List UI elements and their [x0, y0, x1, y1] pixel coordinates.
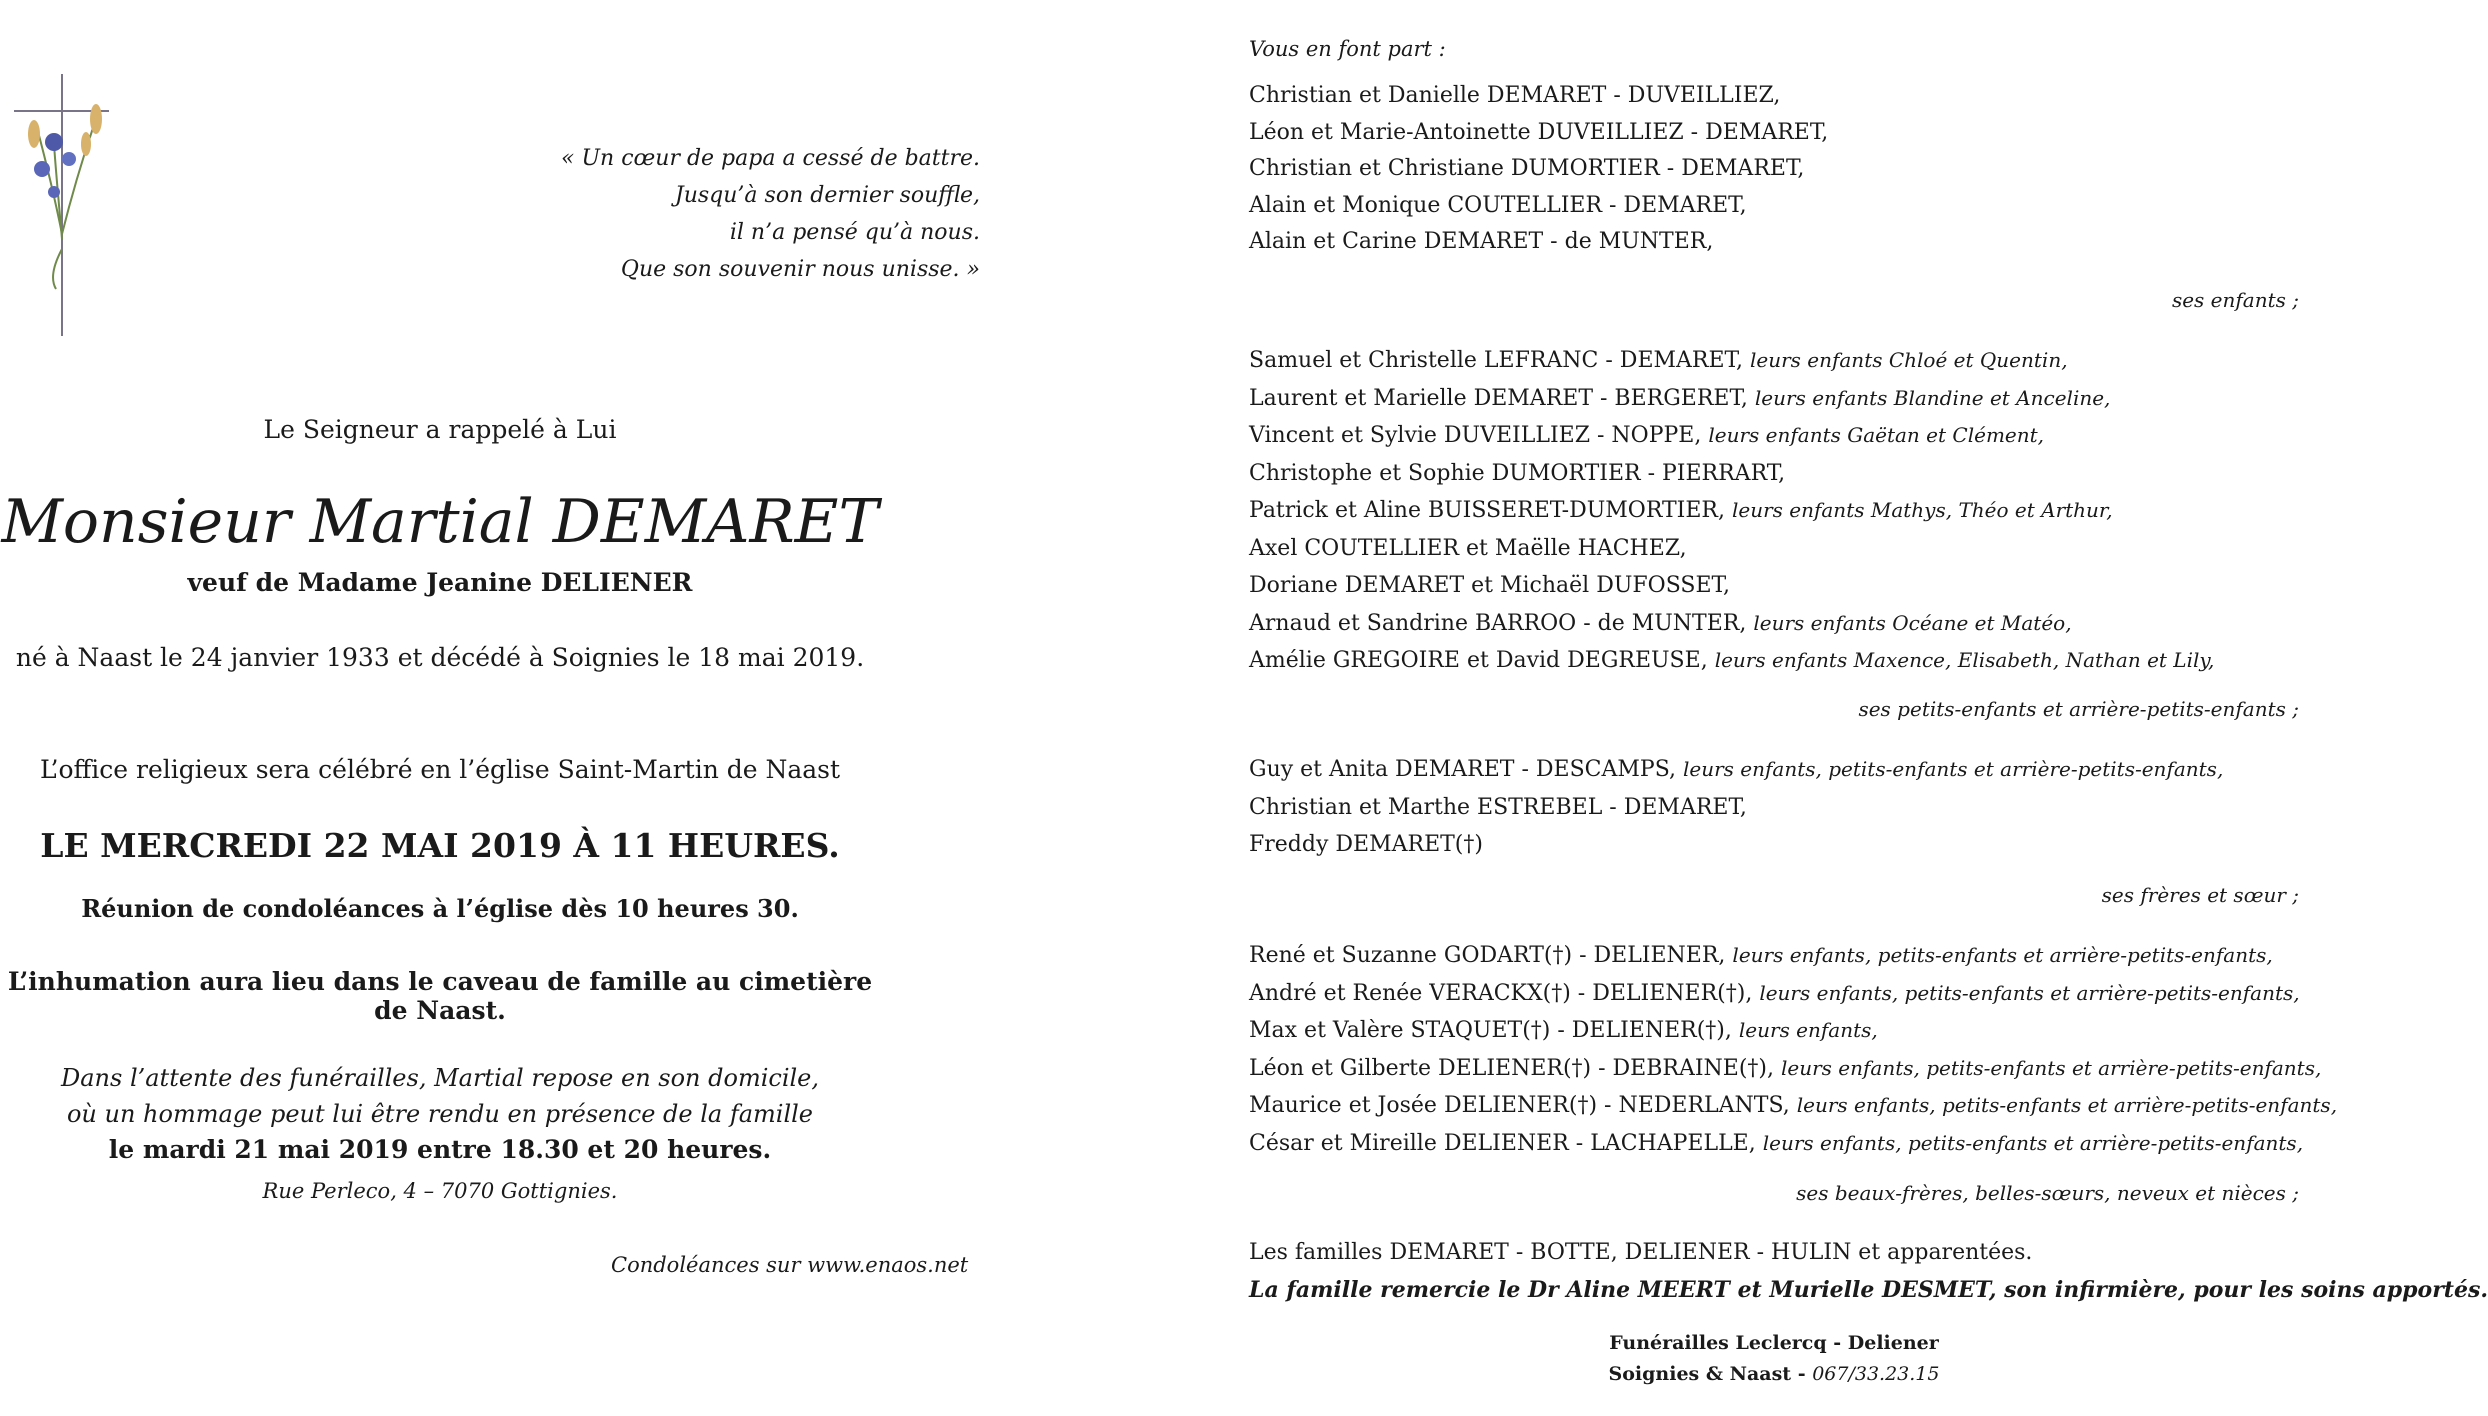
- relation-label: ses enfants ;: [2171, 288, 2299, 312]
- list-item: Freddy DEMARET(†): [1249, 832, 1483, 857]
- list-item: Guy et Anita DEMARET - DESCAMPS, leurs enfants, petits-enfants et arrière-petits-enfants,: [1249, 757, 2224, 782]
- home-address: Rue Perleco, 4 – 7070 Gottignies.: [262, 1179, 618, 1203]
- visitation-time: le mardi 21 mai 2019 entre 18.30 et 20 heures.: [108, 1135, 772, 1164]
- relation-label: ses beaux-frères, belles-sœurs, neveux et nièces ;: [1796, 1181, 2299, 1205]
- list-item: Alain et Carine DEMARET - de MUNTER,: [1249, 229, 1714, 254]
- visitation-line: Dans l’attente des funérailles, Martial repose en son domicile,: [60, 1064, 820, 1092]
- list-item: Maurice et Josée DELIENER(†) - NEDERLANTS, leurs enfants, petits-enfants et arrière-petits-enfants,: [1249, 1093, 2338, 1118]
- intro-line: Vous en font part :: [1249, 37, 1446, 61]
- funeral-home-name: Funérailles Leclercq - Deliener: [1609, 1332, 1939, 1354]
- deceased-name: Monsieur Martial DEMARET: [1, 487, 879, 557]
- children-list: [1249, 78, 1828, 261]
- funeral-home: [1249, 1328, 2299, 1390]
- list-item: Christian et Christiane DUMORTIER - DEMARET,: [1249, 156, 1805, 181]
- list-item: Alain et Monique COUTELLIER - DEMARET,: [1249, 192, 1747, 218]
- list-item: Laurent et Marielle DEMARET - BERGERET, leurs enfants Blandine et Anceline,: [1249, 385, 2111, 411]
- list-item: Max et Valère STAQUET(†) - DELIENER(†), leurs enfants,: [1249, 1018, 1878, 1043]
- ceremony-date: LE MERCREDI 22 MAI 2019 À 11 HEURES.: [40, 826, 840, 865]
- list-item: Patrick et Aline BUISSERET-DUMORTIER, leurs enfants Mathys, Théo et Arthur,: [1249, 498, 2113, 523]
- list-item: Axel COUTELLIER et Maëlle HACHEZ,: [1249, 535, 1687, 561]
- cross-flowers-icon: [14, 74, 124, 336]
- condolences-link[interactable]: Condoléances sur www.enaos.net: [611, 1253, 969, 1277]
- epitaph-quote: [520, 140, 980, 288]
- list-item: Vincent et Sylvie DUVEILLIEZ - NOPPE, leurs enfants Gaëtan et Clément,: [1249, 423, 2045, 448]
- funeral-home-contact: Soignies & Naast - 067/33.23.15: [1608, 1363, 1940, 1385]
- phone-number[interactable]: 067/33.23.15: [1812, 1363, 1940, 1385]
- list-item: Christophe et Sophie DUMORTIER - PIERRART,: [1249, 460, 1786, 486]
- birth-death-line: né à Naast le 24 janvier 1933 et décédé à Soignies le 18 mai 2019.: [15, 643, 865, 672]
- visitation-line: où un hommage peut lui être rendu en présence de la famille: [66, 1100, 814, 1128]
- quote-line: « Un cœur de papa a cessé de battre.: [561, 146, 980, 171]
- lead-text: Le Seigneur a rappelé à Lui: [263, 415, 617, 444]
- list-item: Arnaud et Sandrine BARROO - de MUNTER, leurs enfants Océane et Matéo,: [1249, 610, 2072, 636]
- office-line: L’office religieux sera célébré en l’église Saint-Martin de Naast: [39, 755, 841, 784]
- siblings-list: [1249, 751, 2223, 864]
- relation-label: ses frères et sœur ;: [2101, 883, 2299, 907]
- list-item: André et Renée VERACKX(†) - DELIENER(†), leurs enfants, petits-enfants et arrière-petits-enfants,: [1249, 980, 2300, 1006]
- list-item: Christian et Marthe ESTREBEL - DEMARET,: [1249, 794, 1747, 820]
- list-item: César et Mireille DELIENER - LACHAPELLE, leurs enfants, petits-enfants et arrière-petits-enfants,: [1249, 1130, 2304, 1156]
- list-item: Doriane DEMARET et Michaël DUFOSSET,: [1249, 573, 1730, 598]
- list-item: Christian et Danielle DEMARET - DUVEILLIEZ,: [1249, 83, 1781, 108]
- quote-line: Que son souvenir nous unisse. »: [620, 257, 980, 282]
- list-item: Léon et Marie-Antoinette DUVEILLIEZ - DEMARET,: [1249, 119, 1829, 145]
- inlaws-list: [1249, 937, 2337, 1162]
- list-item: Léon et Gilberte DELIENER(†) - DEBRAINE(†), leurs enfants, petits-enfants et arrière-petits-enfants,: [1249, 1055, 2322, 1081]
- condolence-meeting: Réunion de condoléances à l’église dès 10 heures 30.: [81, 894, 799, 923]
- thanks-line: La famille remercie le Dr Aline MEERT et Murielle DESMET, son infirmière, pour les soins apportés.: [1249, 1276, 2488, 1303]
- list-item: René et Suzanne GODART(†) - DELIENER, leurs enfants, petits-enfants et arrière-petits-enfants,: [1249, 943, 2273, 968]
- visitation-block: [0, 1060, 880, 1168]
- relation-label: ses petits-enfants et arrière-petits-enfants ;: [1858, 697, 2299, 721]
- quote-line: Jusqu’à son dernier souffle,: [674, 183, 980, 208]
- list-item: Samuel et Christelle LEFRANC - DEMARET, leurs enfants Chloé et Quentin,: [1249, 348, 2068, 373]
- grandchildren-list: [1249, 342, 2214, 680]
- widow-line: veuf de Madame Jeanine DELIENER: [187, 568, 693, 597]
- families-line: Les familles DEMARET - BOTTE, DELIENER - HULIN et apparentées.: [1249, 1240, 2033, 1265]
- quote-line: il n’a pensé qu’à nous.: [729, 220, 980, 245]
- families-block: [1249, 1235, 2488, 1308]
- list-item: Amélie GREGOIRE et David DEGREUSE, leurs enfants Maxence, Elisabeth, Nathan et Lily,: [1249, 648, 2215, 673]
- burial-line: L’inhumation aura lieu dans le caveau de famille au cimetière de Naast.: [7, 967, 873, 1025]
